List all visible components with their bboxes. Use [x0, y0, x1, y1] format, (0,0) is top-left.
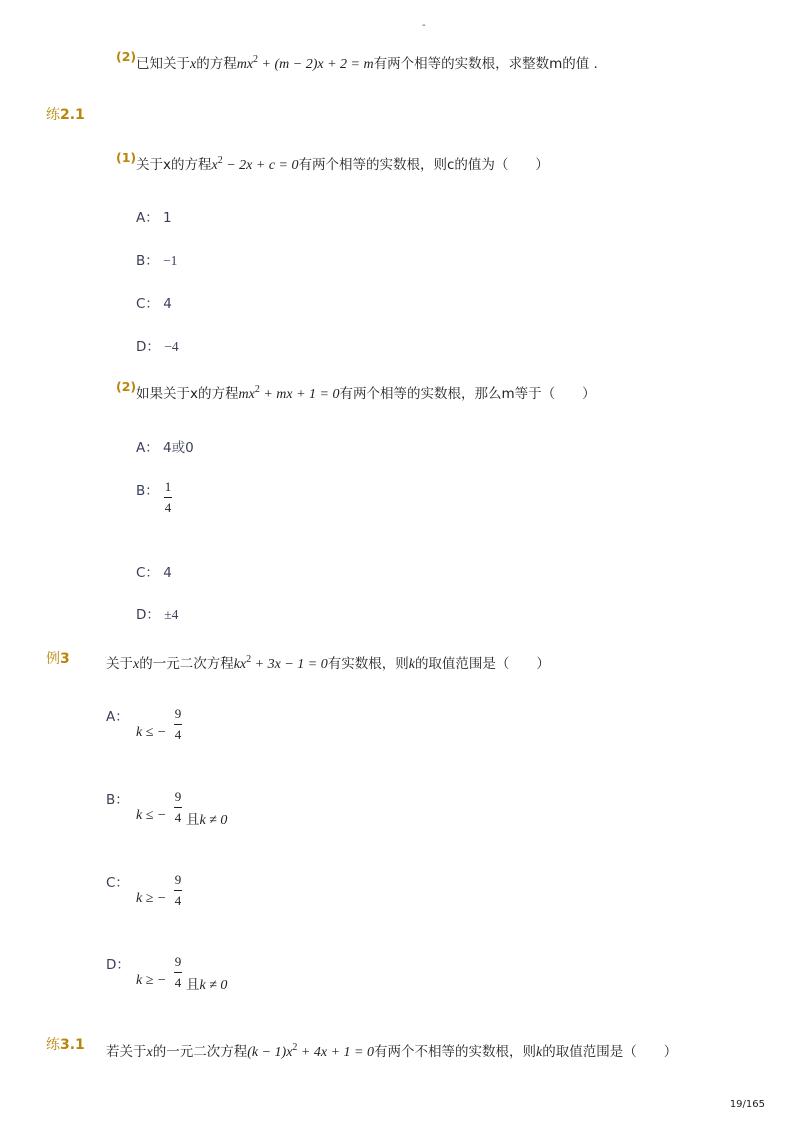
question-number: (1)	[116, 150, 137, 165]
option-d[interactable]: D：	[106, 957, 130, 973]
fraction: $\frac{9}{4}$	[174, 789, 182, 825]
equation: $mx^2$ + mx + 1 = 0	[238, 384, 340, 402]
option-d-expression: k ≥ −	[136, 973, 167, 988]
text-segment: 已知关于	[136, 56, 190, 72]
option-b[interactable]: B： −1	[136, 253, 178, 269]
question-text: 如果关于x的方程$mx^2$ + mx + 1 = 0有两个相等的实数根，那么m等于（ ）	[136, 384, 596, 402]
page-number: 19/165	[729, 1099, 765, 1110]
option-d[interactable]: D： −4	[136, 339, 179, 355]
option-d-condition: 且k ≠ 0	[186, 977, 228, 993]
option-a[interactable]: A： 4或0	[136, 440, 194, 456]
option-b-expression: k ≤ −	[136, 808, 167, 823]
question-text: 关于x的一元二次方程$kx^2 + 3x - 1 = 0$有实数根，则k的取值范围是（ ）	[106, 654, 550, 672]
question-number: (2)	[116, 49, 137, 64]
equation: $(k - 1)x^2 + 4x + 1 = 0$	[247, 1042, 374, 1060]
section-label-2-1: 练2.1	[46, 107, 85, 123]
section-label-3-1: 练3.1	[46, 1037, 85, 1053]
option-c[interactable]: C： 4	[136, 565, 172, 581]
option-c[interactable]: C： 4	[136, 296, 172, 312]
option-a[interactable]: A： 1	[136, 210, 172, 226]
question-text: 关于x的方程$x^2 - 2x + c = 0$有两个相等的实数根，则c的值为（ ）	[136, 155, 549, 173]
option-a[interactable]: A：	[106, 709, 129, 725]
section-label-example-3: 例3	[46, 651, 70, 667]
option-a-expression: k ≤ −	[136, 725, 167, 740]
option-c[interactable]: C：	[106, 875, 129, 891]
fraction: $\frac{9}{4}$	[174, 954, 182, 990]
math-var: x	[190, 57, 197, 72]
option-b[interactable]: B：	[106, 792, 129, 808]
fraction: $\frac{9}{4}$	[174, 872, 182, 908]
top-mark: -	[422, 20, 426, 31]
text-segment: 有两个相等的实数根，求整数m的值 .	[373, 56, 598, 72]
option-b[interactable]: B：	[136, 483, 159, 499]
equation: $x^2 - 2x + c = 0$	[211, 155, 299, 173]
equation: $mx^2 + (m - 2)x + 2 = m$	[236, 54, 374, 72]
option-b-condition: 且k ≠ 0	[186, 812, 228, 828]
fraction: $\frac{1}{4}$	[164, 479, 172, 515]
equation: $kx^2 + 3x - 1 = 0$	[233, 654, 328, 672]
question-number: (2)	[116, 379, 137, 394]
fraction: $\frac{9}{4}$	[174, 706, 182, 742]
text-segment: 的方程	[196, 56, 237, 72]
question-text	[136, 52, 598, 73]
question-text: 若关于x的一元二次方程$(k - 1)x^2 + 4x + 1 = 0$有两个不相等的实数根，则k的取值范围是（ ）	[106, 1042, 678, 1060]
option-c-expression: k ≥ −	[136, 891, 167, 906]
option-d[interactable]: D： ±4	[136, 607, 179, 623]
